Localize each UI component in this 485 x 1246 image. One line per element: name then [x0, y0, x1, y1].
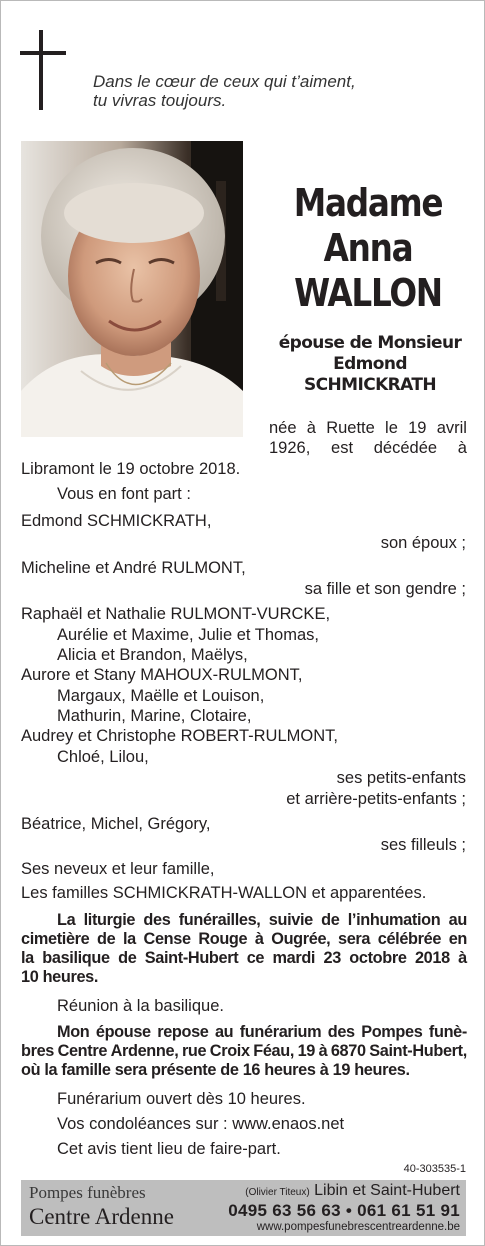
birth-word: avril [436, 419, 467, 437]
birth-word: le [385, 419, 398, 437]
deceased-last-name: WALLON [294, 271, 442, 315]
contact-phones: 0495 63 56 63 • 061 61 51 91 [228, 1201, 460, 1220]
funeral-home-banner [21, 1180, 466, 1236]
grandchildren-line: Audrey et Christophe ROBERT-RULMONT, [21, 727, 338, 745]
liturgy-paragraph [21, 911, 467, 987]
birth-word: décédée [373, 439, 438, 457]
deceased-title: Madame [293, 181, 443, 225]
liturgy-line: la basilique de Saint-Hubert ce mardi 23 octobre 2018 à [21, 949, 467, 967]
reunion-line: Réunion à la basilique. [57, 997, 224, 1015]
funeral-home-brand [29, 1183, 174, 1231]
birth-word: née [269, 419, 297, 437]
deceased-name [253, 181, 483, 316]
birth-line-3: Libramont le 19 octobre 2018. [21, 460, 241, 478]
grandchildren-line: Aurélie et Maxime, Julie et Thomas, [57, 626, 319, 644]
condolences-line: Vos condoléances sur : www.enaos.net [57, 1115, 345, 1133]
grandchildren-role-1: ses petits-enfants [336, 769, 466, 787]
quote-line-2: tu vivras toujours. [93, 91, 227, 110]
notice-line: Cet avis tient lieu de faire-part. [57, 1140, 281, 1158]
birth-line-2 [269, 439, 467, 458]
birth-word: 19 [408, 419, 427, 437]
birth-word: Ruette [326, 419, 375, 437]
portrait-photo [21, 141, 243, 437]
funeral-home-line: Mon épouse repose au funérarium des Pompes funè- [57, 1023, 467, 1041]
daughter-role: sa fille et son gendre ; [304, 580, 466, 598]
nephews-line: Ses neveux et leur famille, [21, 860, 215, 878]
funeral-home-contact [228, 1182, 460, 1234]
deceased-first-name: Anna [323, 226, 413, 270]
announcement-intro: Vous en font part : [57, 485, 191, 503]
spouse-line-2: Edmond [333, 354, 407, 374]
funeral-home-line: où la famille sera présente de 16 heures à 19 heures. [21, 1061, 410, 1079]
brand-line-2: Centre Ardenne [29, 1204, 174, 1229]
contact-locations-row [228, 1182, 460, 1201]
contact-person: (Olivier Titeux) [245, 1187, 310, 1198]
contact-locations: Libin et Saint-Hubert [314, 1182, 460, 1199]
families-line: Les familles SCHMICKRATH-WALLON et apparentées. [21, 884, 427, 902]
grandchildren-role-2: et arrière-petits-enfants ; [286, 790, 466, 808]
grandchildren-line: Margaux, Maëlle et Louison, [57, 687, 265, 705]
funeral-home-line: bres Centre Ardenne, rue Croix Féau, 19 à 6870 Saint-Hubert, [21, 1042, 467, 1060]
daughter-name: Micheline et André RULMONT, [21, 559, 246, 577]
funeral-home-paragraph [21, 1023, 467, 1080]
birth-word: à [306, 419, 316, 437]
spouse-role: son époux ; [380, 534, 466, 552]
grandchildren-line: Aurore et Stany MAHOUX-RULMONT, [21, 666, 303, 684]
portrait-image [21, 141, 243, 437]
spouse-line-1: épouse de Monsieur [278, 333, 462, 353]
brand-line-1: Pompes funèbres [29, 1183, 146, 1202]
birth-word: à [457, 439, 467, 457]
quote-line-1: Dans le cœur de ceux qui t’aiment, [93, 72, 356, 91]
grandchildren-line: Raphaël et Nathalie RULMONT-VURCKE, [21, 605, 331, 623]
spouse-line-3: SCHMICKRATH [304, 375, 436, 395]
opening-hours: Funérarium ouvert dès 10 heures. [57, 1090, 306, 1108]
cross-icon [20, 30, 66, 110]
spouse-name: Edmond SCHMICKRATH, [21, 512, 212, 530]
godchildren-names: Béatrice, Michel, Grégory, [21, 815, 211, 833]
spouse-info [263, 333, 477, 396]
grandchildren-line: Alicia et Brandon, Maëlys, [57, 646, 248, 664]
liturgy-line: cimetière de la Cense Rouge à Ougrée, sera célébrée en [21, 930, 467, 948]
reference-number: 40-303535-1 [403, 1163, 466, 1175]
birth-word: 1926, [269, 439, 311, 457]
liturgy-line: La liturgie des funérailles, suivie de l’inhumation au [57, 911, 467, 929]
birth-line-1 [269, 419, 467, 438]
godchildren-role: ses filleuls ; [380, 836, 466, 854]
birth-word: est [331, 439, 354, 457]
liturgy-line: 10 heures. [21, 968, 99, 986]
contact-website[interactable]: www.pompesfunebrescentreardenne.be [256, 1221, 460, 1233]
epitaph-quote [93, 72, 423, 110]
grandchildren-line: Mathurin, Marine, Clotaire, [57, 707, 252, 725]
grandchildren-line: Chloé, Lilou, [57, 748, 149, 766]
